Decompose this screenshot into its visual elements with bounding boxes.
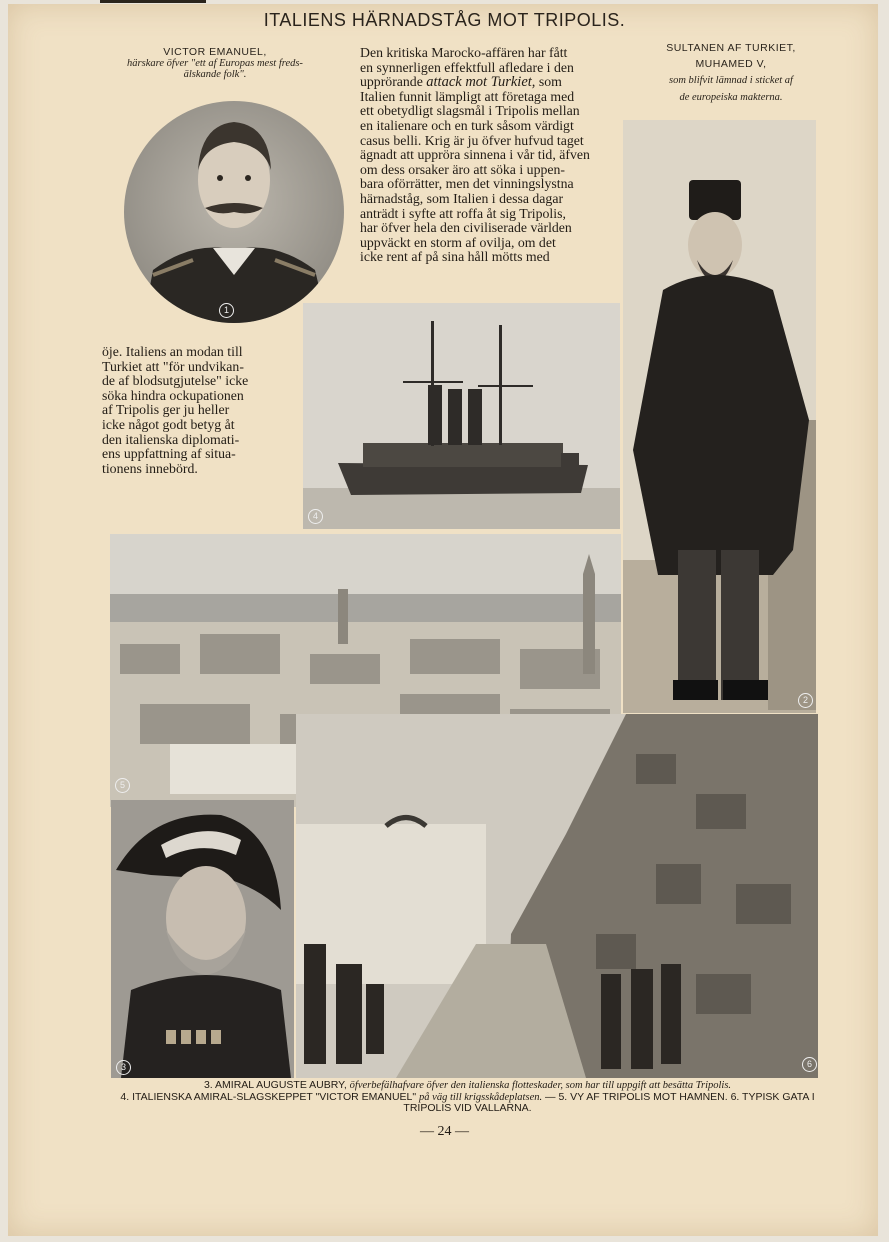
photo-victor-emanuel xyxy=(123,100,345,324)
caption-5-6: — 5. VY AF TRIPOLIS MOT HAMNEN. 6. TYPISK GATA I TRIPOLIS VID VALLARNA. xyxy=(403,1090,815,1114)
article-line-emphasis xyxy=(360,75,618,90)
article-text: upprörande xyxy=(360,74,423,90)
caption-4-desc: på väg till krigsskådeplatsen. xyxy=(419,1091,543,1103)
photo-number-badge: 3 xyxy=(116,1060,131,1075)
article-line: ett obetydligt slagsmål i Tripolis mellan xyxy=(360,103,580,119)
photo-number-badge: 5 xyxy=(115,778,130,793)
photo-battleship xyxy=(303,303,620,529)
photo-sultan xyxy=(623,120,816,713)
photo-captions xyxy=(100,1080,835,1115)
page-title: ITALIENS HÄRNADSTÅG MOT TRIPOLIS. xyxy=(263,10,626,30)
photo-admiral-aubry xyxy=(111,800,294,1078)
article-line: icke något godt betyg åt xyxy=(102,416,235,432)
article-text-column xyxy=(360,46,618,265)
article-line: Italien funnit lämpligt att företaga med xyxy=(360,88,575,104)
article-text: som xyxy=(538,74,562,90)
top-rule xyxy=(100,0,206,3)
page-number: — 24 — xyxy=(420,1124,469,1139)
caption-victor-emanuel xyxy=(96,46,334,80)
photo-number-badge: 6 xyxy=(802,1057,817,1072)
article-line: af Tripolis ger ju heller xyxy=(102,402,230,418)
article-line: ens uppfattning af situa- xyxy=(102,446,236,462)
article-line: en synnerligen effektfull afledare i den xyxy=(360,59,574,75)
caption-desc-1: härskare öfver "ett af Europas mest freds- xyxy=(127,58,303,69)
article-line: Turkiet att "för undvikan- xyxy=(102,358,244,374)
article-line: icke rent af på sina håll mötts med xyxy=(360,249,550,265)
photo-number-badge: 4 xyxy=(308,509,323,524)
caption-desc-2: de europeiska makterna. xyxy=(679,92,783,103)
caption-3-label: 3. AMIRAL AUGUSTE AUBRY, xyxy=(203,1079,347,1091)
photo-tripoli-street xyxy=(296,714,818,1078)
article-line: uppväckt en storm af ovilja, om det xyxy=(360,234,556,250)
photo-number-badge: 1 xyxy=(219,303,234,318)
article-line: om dess orsaker äro att söka i uppen- xyxy=(360,161,565,177)
caption-line xyxy=(100,1092,835,1115)
caption-line-1: SULTANEN AF TURKIET, xyxy=(666,42,796,54)
article-line: anträdt i syfte att roffa åt sig Tripolis, xyxy=(360,205,566,221)
caption-name: VICTOR EMANUEL, xyxy=(163,46,267,58)
article-line: har öfver hela den civiliserade världen xyxy=(360,220,572,236)
article-line: de af blodsutgjutelse" icke xyxy=(102,373,249,389)
caption-sultan xyxy=(632,40,830,106)
photo-number-badge: 2 xyxy=(798,693,813,708)
article-emphasis: attack mot Turkiet, xyxy=(426,74,536,91)
caption-line-2: MUHAMED V, xyxy=(695,58,767,70)
article-line: Den kritiska Marocko-affären har fått xyxy=(360,45,568,60)
caption-desc-2: älskande folk". xyxy=(183,69,247,80)
article-line: den italienska diplomati- xyxy=(102,431,240,447)
article-line: casus belli. Krig är ju öfver hufvud taget xyxy=(360,132,584,148)
article-line: öje. Italiens an modan till xyxy=(102,344,243,359)
article-line: tionens innebörd. xyxy=(102,460,198,476)
caption-3-desc: öfverbefälhafvare öfver den italienska flotteskader, som har till uppgift att besätta Tripolis. xyxy=(349,1080,732,1091)
caption-4-label: 4. ITALIENSKA AMIRAL-SLAGSKEPPET "VICTOR EMANUEL" xyxy=(120,1090,417,1103)
article-line: bara oförrätter, men det vinningslystna xyxy=(360,176,574,192)
article-text-continued xyxy=(102,345,276,476)
article-line: ägnadt att uppröra sinnena i vår tid, äfven xyxy=(360,147,590,163)
article-line: en italienare och en turk såsom värdigt xyxy=(360,117,574,133)
article-line: härnadståg, som Italien i dessa dagar xyxy=(360,190,564,206)
article-line: söka hindra ockupationen xyxy=(102,387,244,403)
caption-desc-1: som blifvit lämnad i sticket af xyxy=(669,75,793,86)
